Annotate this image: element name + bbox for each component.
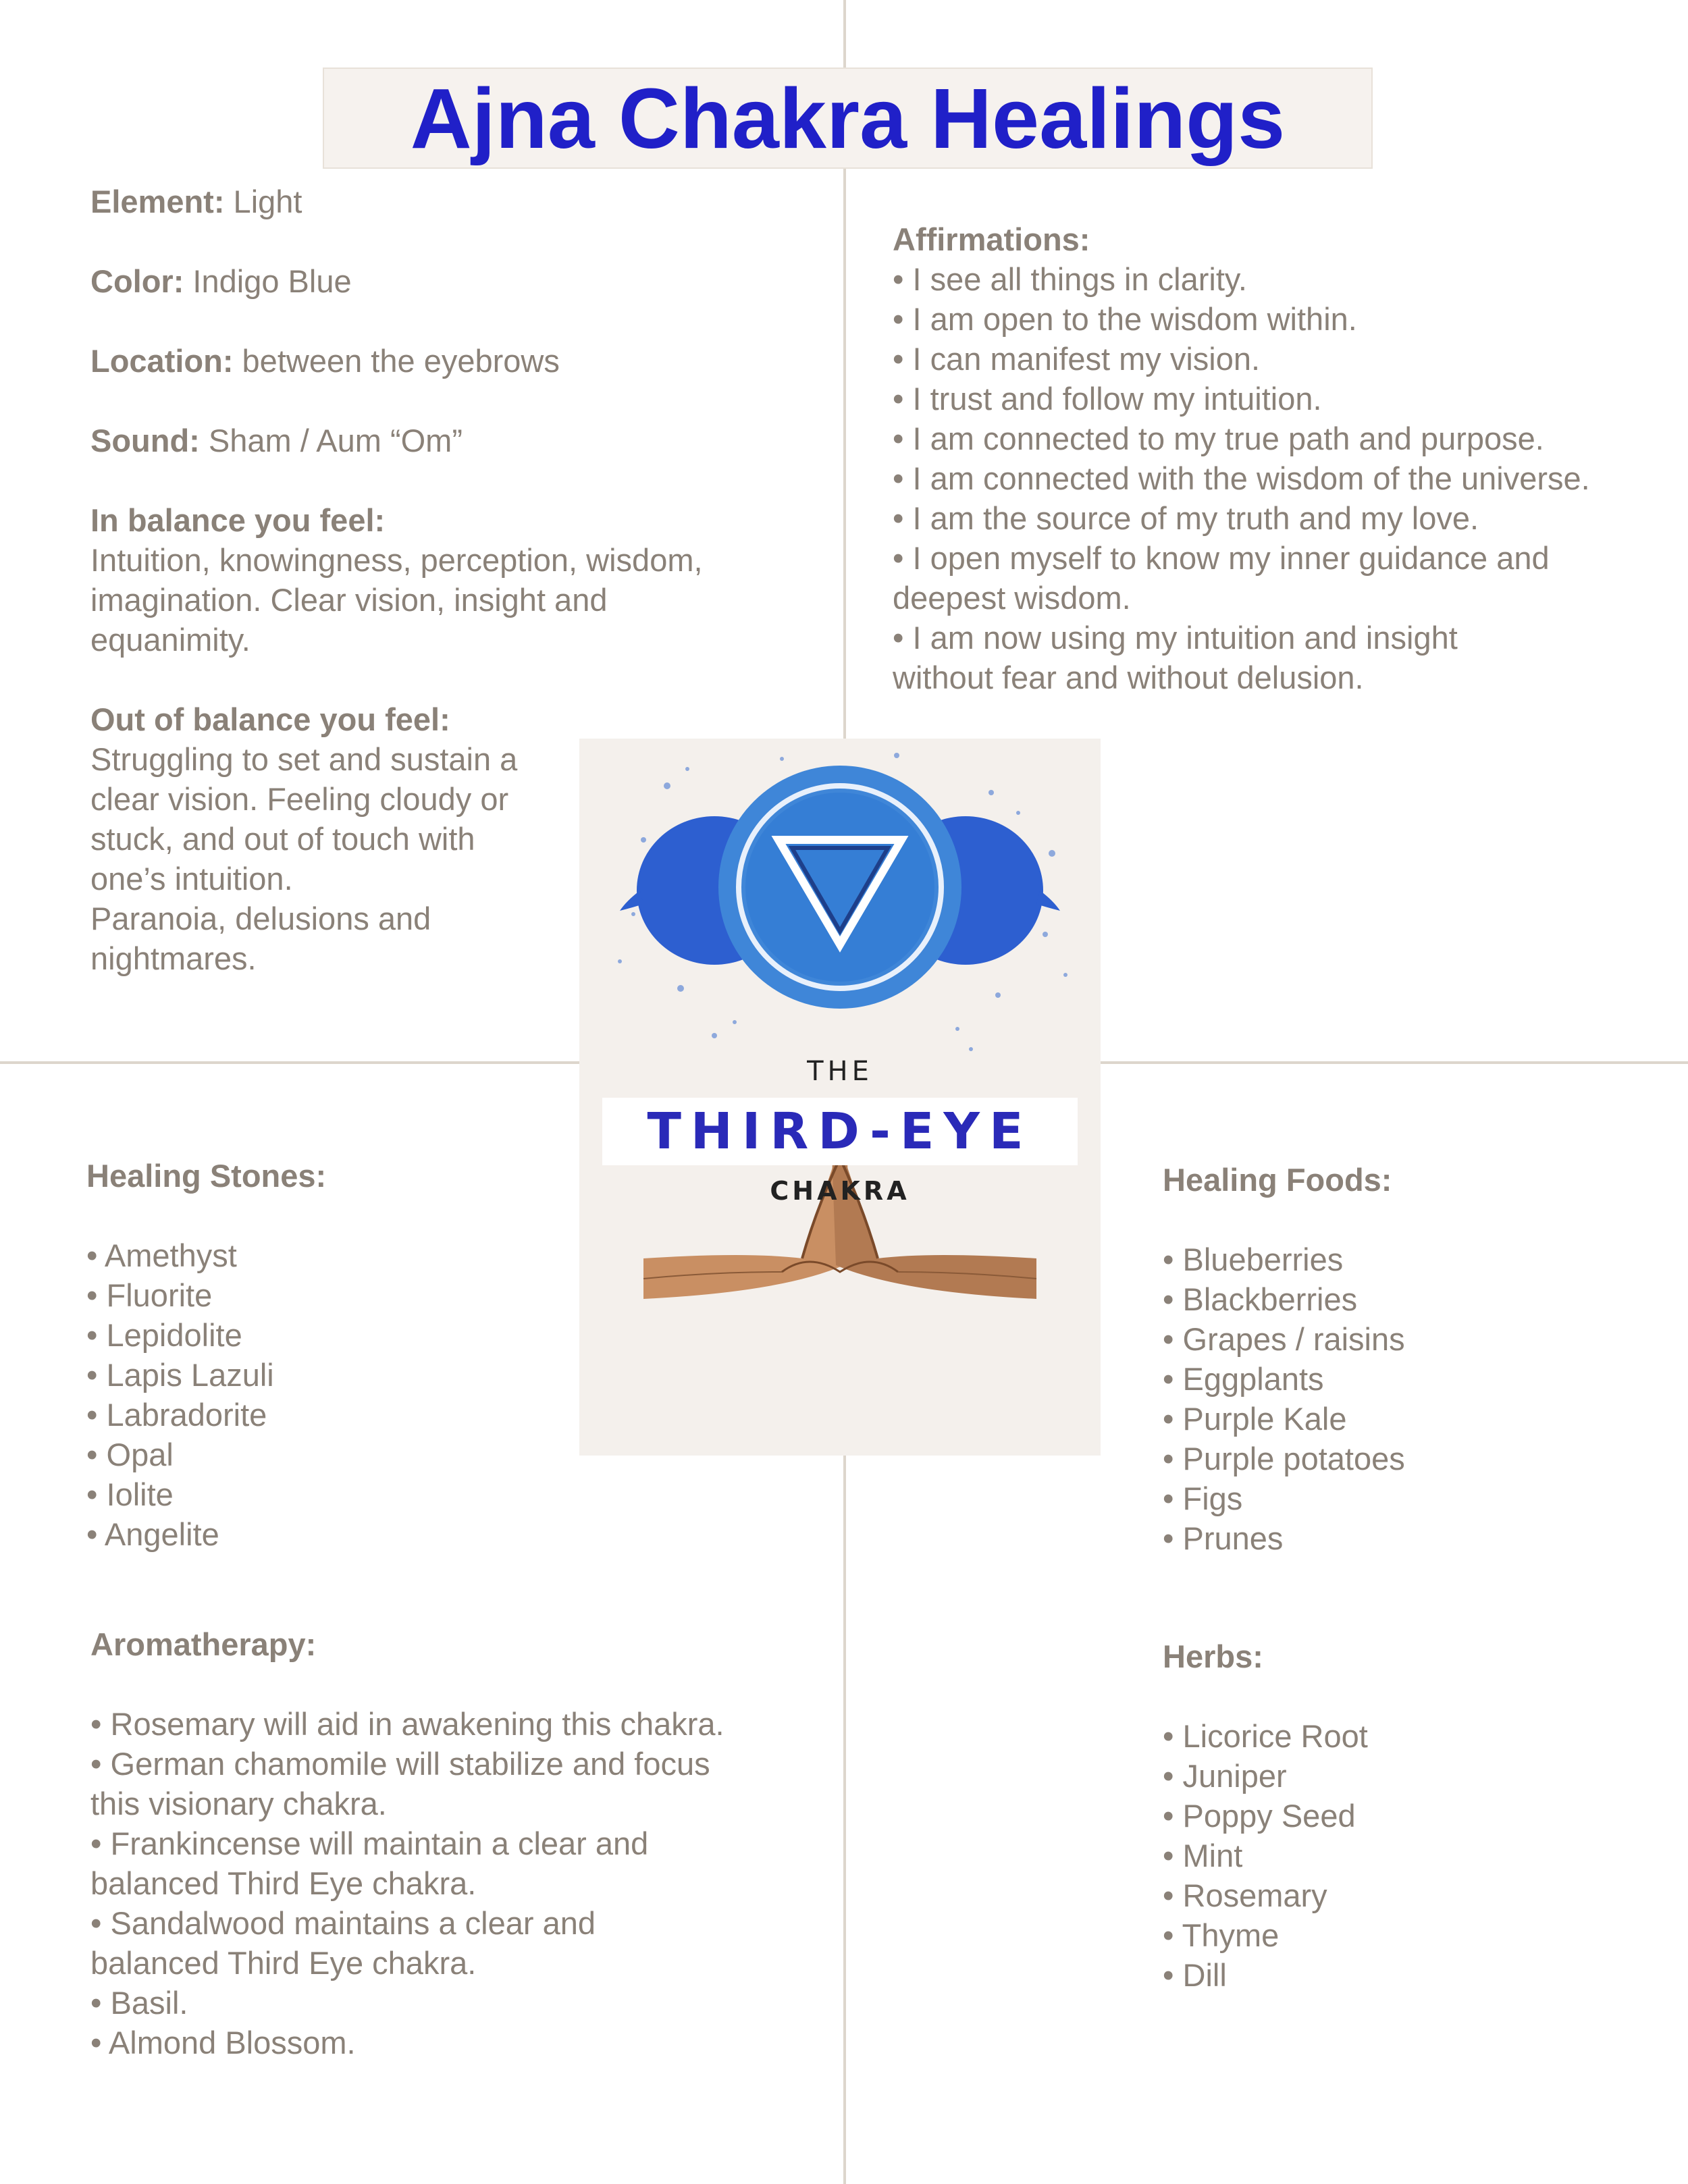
in-balance-heading: In balance you feel: [90, 502, 386, 538]
out-of-balance-line: nightmares. [90, 940, 257, 976]
chakra-name-box [602, 1098, 1078, 1165]
affirmations-heading: Affirmations: [893, 221, 1090, 257]
aromatherapy-heading: Aromatherapy: [90, 1626, 317, 1662]
list-item: • Iolite [86, 1476, 174, 1512]
aromatherapy-line: • Basil. [90, 1985, 188, 2021]
chakra-label-third-eye: THIRD-EYE [647, 1102, 1033, 1161]
out-of-balance-line: stuck, and out of touch with [90, 821, 475, 857]
affirmation-line: deepest wisdom. [893, 580, 1131, 616]
affirmation-line: without fear and without delusion. [893, 660, 1364, 695]
aromatherapy-section [90, 1624, 833, 2062]
color-line: Color: Indigo Blue [90, 263, 352, 299]
affirmation-line: • I am the source of my truth and my love. [893, 500, 1479, 536]
in-balance-line: imagination. Clear vision, insight and [90, 582, 608, 618]
healing-foods-heading: Healing Foods: [1163, 1162, 1392, 1198]
healing-stones-heading: Healing Stones: [86, 1158, 327, 1194]
list-item: • Lepidolite [86, 1317, 242, 1353]
affirmations-section [893, 219, 1676, 697]
list-item: • Mint [1163, 1838, 1243, 1873]
aromatherapy-line: balanced Third Eye chakra. [90, 1865, 477, 1901]
title-banner [323, 68, 1373, 169]
affirmation-line: • I am now using my intuition and insight [893, 620, 1458, 656]
horizontal-divider-left [0, 1061, 581, 1064]
out-of-balance-line: Struggling to set and sustain a [90, 741, 518, 777]
affirmation-line: • I see all things in clarity. [893, 261, 1247, 297]
third-eye-chakra-image [579, 739, 1101, 1456]
aromatherapy-line: • German chamomile will stabilize and focus [90, 1746, 710, 1782]
chakra-symbol-icon [579, 739, 1101, 1456]
aromatherapy-line: • Sandalwood maintains a clear and [90, 1905, 596, 1941]
list-item: • Angelite [86, 1516, 219, 1552]
chakra-label-chakra: CHAKRA [770, 1176, 910, 1206]
sound-line: Sound: Sham / Aum “Om” [90, 423, 463, 458]
aromatherapy-line: this visionary chakra. [90, 1786, 387, 1821]
affirmation-line: • I trust and follow my intuition. [893, 381, 1322, 417]
horizontal-divider-right [1097, 1061, 1688, 1064]
healing-stones-section [86, 1156, 573, 1554]
in-balance-line: equanimity. [90, 622, 250, 658]
list-item: • Grapes / raisins [1163, 1321, 1405, 1357]
list-item: • Licorice Root [1163, 1718, 1368, 1754]
affirmation-line: • I am open to the wisdom within. [893, 301, 1357, 337]
list-item: • Labradorite [86, 1397, 267, 1433]
list-item: • Juniper [1163, 1758, 1287, 1794]
list-item: • Dill [1163, 1957, 1227, 1993]
affirmation-line: • I open myself to know my inner guidance and [893, 540, 1550, 576]
list-item: • Figs [1163, 1481, 1243, 1516]
affirmation-line: • I am connected to my true path and purpose. [893, 421, 1544, 456]
healing-foods-section [1163, 1160, 1662, 1558]
list-item: • Blackberries [1163, 1281, 1358, 1317]
list-item: • Prunes [1163, 1520, 1284, 1556]
out-of-balance-heading: Out of balance you feel: [90, 701, 450, 737]
chakra-label-the: THE [807, 1056, 873, 1087]
affirmation-line: • I can manifest my vision. [893, 341, 1261, 377]
list-item: • Opal [86, 1437, 174, 1472]
out-of-balance-line: clear vision. Feeling cloudy or [90, 781, 509, 817]
element-line: Element: Light [90, 184, 302, 219]
out-of-balance-line: Paranoia, delusions and [90, 901, 431, 936]
list-item: • Blueberries [1163, 1242, 1344, 1277]
list-item: • Thyme [1163, 1917, 1280, 1953]
list-item: • Amethyst [86, 1237, 237, 1273]
list-item: • Rosemary [1163, 1877, 1327, 1913]
page-title: Ajna Chakra Healings [410, 70, 1286, 166]
list-item: • Eggplants [1163, 1361, 1324, 1397]
list-item: • Fluorite [86, 1277, 213, 1313]
herbs-section [1163, 1636, 1662, 1995]
affirmation-line: • I am connected with the wisdom of the universe. [893, 460, 1590, 496]
aromatherapy-line: • Almond Blossom. [90, 2025, 356, 2060]
list-item: • Lapis Lazuli [86, 1357, 274, 1393]
herbs-heading: Herbs: [1163, 1639, 1263, 1674]
aromatherapy-line: balanced Third Eye chakra. [90, 1945, 477, 1981]
list-item: • Poppy Seed [1163, 1798, 1356, 1834]
out-of-balance-line: one’s intuition. [90, 861, 293, 897]
in-balance-line: Intuition, knowingness, perception, wisdom, [90, 542, 703, 578]
aromatherapy-line: • Rosemary will aid in awakening this chakra. [90, 1706, 724, 1742]
location-line: Location: between the eyebrows [90, 343, 560, 379]
aromatherapy-line: • Frankincense will maintain a clear and [90, 1826, 649, 1861]
list-item: • Purple potatoes [1163, 1441, 1405, 1476]
list-item: • Purple Kale [1163, 1401, 1347, 1437]
